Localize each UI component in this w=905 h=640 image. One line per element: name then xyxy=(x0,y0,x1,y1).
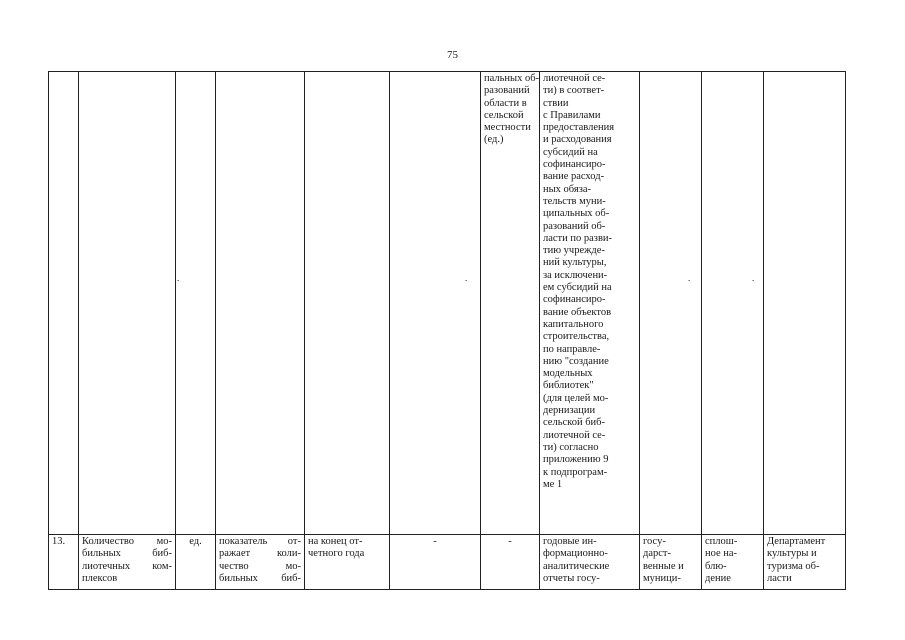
cell-col9 xyxy=(702,535,764,590)
page-number: 75 xyxy=(447,49,458,61)
text-line: годовые ин- xyxy=(543,536,597,547)
cell-col5: - xyxy=(390,535,481,590)
text-line: ципальных об- xyxy=(543,208,610,220)
text-line: формационно- xyxy=(543,548,608,560)
cell-number xyxy=(49,72,79,535)
text-line: отчеты госу- xyxy=(543,572,600,584)
text-line: ти) согласно xyxy=(543,441,599,453)
cell-unit xyxy=(176,72,216,535)
cell-period xyxy=(305,72,390,535)
text-line: ных обяза- xyxy=(543,183,592,195)
text-line: ствии xyxy=(543,97,569,109)
text-line: вание расход- xyxy=(543,171,605,183)
text-line: бильных биб- xyxy=(219,572,301,584)
cell-col6 xyxy=(481,72,540,535)
text-line: и расходования xyxy=(543,134,612,146)
text-line: ний культуры, xyxy=(543,257,607,269)
cell-name xyxy=(79,535,176,590)
text-line: венные и xyxy=(643,560,684,572)
text-line: дарст- xyxy=(643,548,671,560)
cell-col9 xyxy=(702,72,764,535)
stray-dot: . xyxy=(465,273,468,283)
cell-col8 xyxy=(640,72,702,535)
table-row-continued xyxy=(49,72,846,535)
text-line: на конец от- xyxy=(308,536,363,547)
text-line: лиотечной се- xyxy=(543,429,606,441)
text-line: блю- xyxy=(705,560,727,572)
text-line: плексов xyxy=(82,572,118,584)
text-line: области в xyxy=(484,97,527,109)
text-line: ласти по разви- xyxy=(543,232,613,244)
text-line: приложению 9 xyxy=(543,454,609,466)
cell-period xyxy=(305,535,390,590)
text-line: разований об- xyxy=(543,220,606,232)
text-line: ти) в соответ- xyxy=(543,85,605,97)
cell-definition xyxy=(216,72,305,535)
text-line: к подпрограм- xyxy=(543,466,608,478)
text-line: дение xyxy=(705,572,731,584)
text-line: лиотечных ком- xyxy=(82,560,172,572)
text-line: сельской биб- xyxy=(543,417,606,429)
table-row-13 xyxy=(49,535,846,590)
text-line: показатель от- xyxy=(219,536,301,547)
text-line: (ед.) xyxy=(484,134,504,146)
text-line: госу- xyxy=(643,536,666,547)
text-line: чество мо- xyxy=(219,560,301,572)
text-line: (для целей мо- xyxy=(543,392,609,404)
cell-responsible xyxy=(764,535,846,590)
text-line: дернизации xyxy=(543,405,596,417)
text-line: вание объектов xyxy=(543,306,612,318)
cell-unit: ед. xyxy=(176,535,216,590)
text-line: ме 1 xyxy=(543,478,563,490)
text-line: предоставления xyxy=(543,122,615,134)
text-line: аналитические xyxy=(543,560,610,572)
text-line: за исключени- xyxy=(543,269,608,281)
text-line: с Правилами xyxy=(543,109,601,121)
text-line: бильных биб- xyxy=(82,548,172,560)
text-line: лиотечной се- xyxy=(543,73,606,84)
text-line: тельств муни- xyxy=(543,195,606,207)
text-line: модельных xyxy=(543,368,593,380)
cell-source xyxy=(540,535,640,590)
cell-source xyxy=(540,72,640,535)
cell-name xyxy=(79,72,180,535)
text-line: софинансиро- xyxy=(543,294,606,306)
text-line: тию учрежде- xyxy=(543,245,605,257)
text-line: туризма об- xyxy=(767,560,820,572)
text-line: культуры и xyxy=(767,548,817,560)
cell-responsible xyxy=(764,72,846,535)
text-line: ное на- xyxy=(705,548,738,560)
cell-col5 xyxy=(390,72,481,535)
text-line: пальных об- xyxy=(484,73,540,84)
cell-number: 13. xyxy=(49,535,79,590)
cell-definition xyxy=(216,535,305,590)
text-line: ем субсидий на xyxy=(543,282,612,294)
text-line: библиотек" xyxy=(543,380,594,392)
text-line: строительства, xyxy=(543,331,610,343)
text-line: софинансиро- xyxy=(543,159,606,171)
stray-dot: . xyxy=(752,273,755,283)
text-line: субсидий на xyxy=(543,146,598,158)
text-line: капитального xyxy=(543,318,604,330)
indicators-table xyxy=(48,71,846,590)
text-line: разований xyxy=(484,85,530,97)
stray-dot: . xyxy=(688,273,691,283)
text-line: местности xyxy=(484,122,531,134)
text-line: муници- xyxy=(643,572,681,584)
text-line: четного года xyxy=(308,548,365,560)
cell-col6: - xyxy=(481,535,540,590)
text-line: ражает коли- xyxy=(219,548,301,560)
text-line: по направле- xyxy=(543,343,601,355)
text-line: сельской xyxy=(484,109,524,121)
text-line: сплош- xyxy=(705,536,738,547)
cell-col8 xyxy=(640,535,702,590)
text-line: нию "создание xyxy=(543,355,609,367)
text-line: Департамент xyxy=(767,536,826,547)
stray-dot: . xyxy=(177,273,180,283)
text-line: ласти xyxy=(767,572,792,584)
text-line: Количество мо- xyxy=(82,536,172,547)
